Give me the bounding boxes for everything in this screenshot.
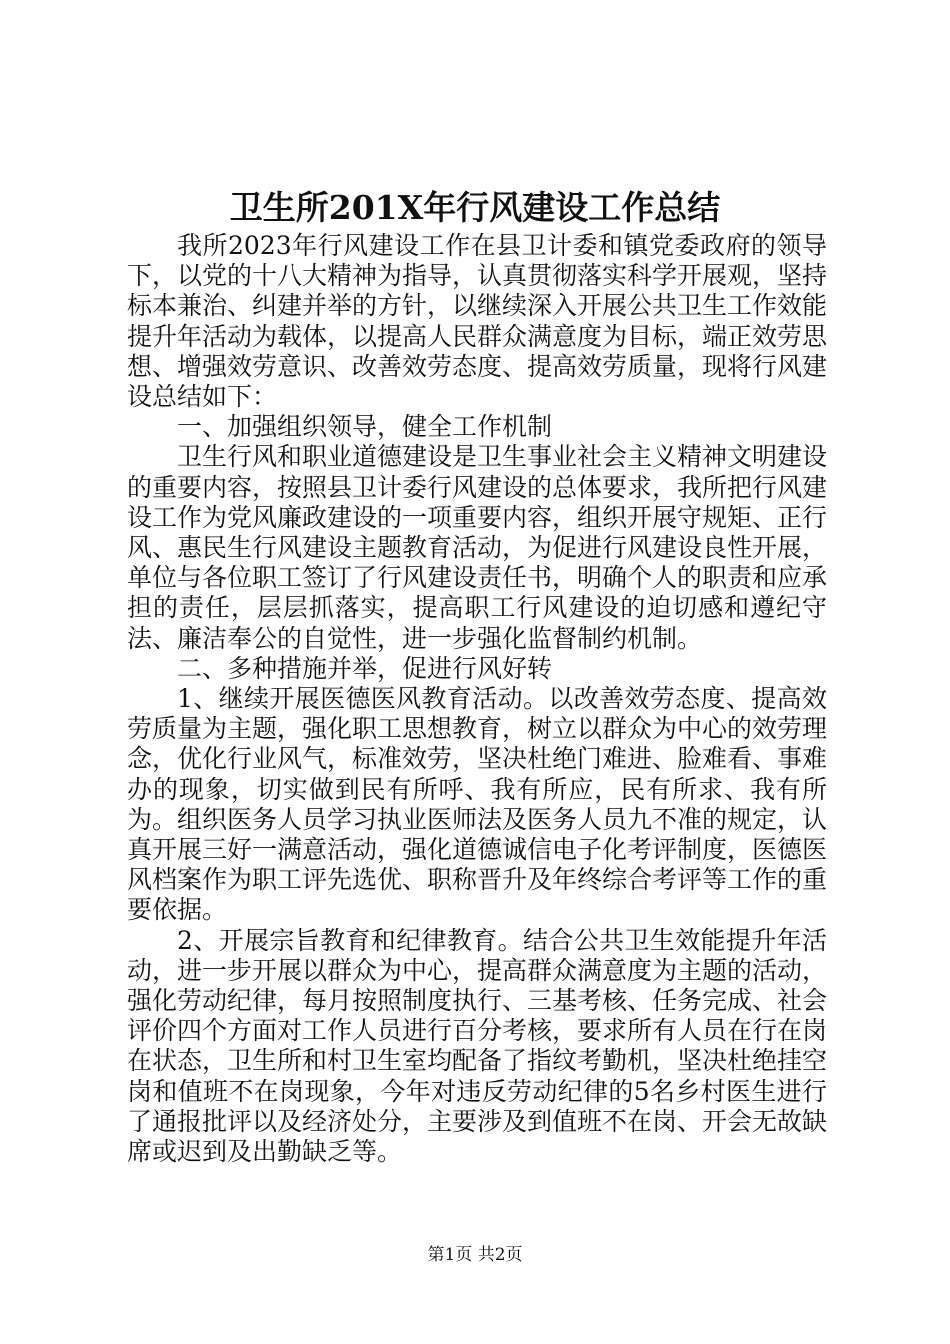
document-body (127, 231, 827, 1167)
page-footer: 第1页 共2页 (427, 1245, 523, 1265)
document-title: 卫生所201X年行风建设工作总结 (229, 188, 721, 227)
section-1-heading: 一、加强组织领导，健全工作机制 (177, 412, 553, 442)
item-2-paragraph: 2、开展宗旨教育和纪律教育。结合公共卫生效能提升年活动，进一步开展以群众为中心，提高群众满意度为主题的活动，强化劳动纪律，每月按照制度执行、三基考核、任务完成、社会评价四个方面对工作人员进行百分考核，要求所有人员在行在岗在状态，卫生所和村卫生室均配备了指纹考勤机，坚决杜绝挂空岗和值班不在岗现象，今年对违反劳动纪律的5名乡村医生进行了通报批评以及经济处分，主要涉及到值班不在岗、开会无故缺席或迟到及出勤缺乏等。 (127, 925, 828, 1167)
section-1-paragraph: 卫生行风和职业道德建设是卫生事业社会主义精神文明建设的重要内容，按照县卫计委行风建设的总体要求，我所把行风建设工作为党风廉政建设的一项重要内容，组织开展守规矩、正行风、惠民生行风建设主题教育活动，为促进行风建设良性开展，单位与各位职工签订了行风建设责任书，明确个人的职责和应承担的责任，层层抓落实，提高职工行风建设的迫切感和遵纪守法、廉洁奉公的自觉性，进一步强化监督制约机制。 (127, 442, 828, 653)
section-2-heading: 二、多种措施并举，促进行风好转 (177, 653, 553, 683)
intro-paragraph: 我所2023年行风建设工作在县卫计委和镇党委政府的领导下，以党的十八大精神为指导，认真贯彻落实科学开展观，坚持标本兼治、纠建并举的方针，以继续深入开展公共卫生工作效能提升年活动为载体，以提高人民群众满意度为目标，端正效劳思想、增强效劳意识、改善效劳态度、提高效劳质量，现将行风建设总结如下： (127, 231, 828, 412)
item-1-paragraph: 1、继续开展医德医风教育活动。以改善效劳态度、提高效劳质量为主题，强化职工思想教育，树立以群众为中心的效劳理念，优化行业风气，标准效劳，坚决杜绝门难进、脸难看、事难办的现象，切实做到民有所呼、我有所应，民有所求、我有所为。组织医务人员学习执业医师法及医务人员九不准的规定，认真开展三好一满意活动，强化道德诚信电子化考评制度，医德医风档案作为职工评先选优、职称晋升及年终综合考评等工作的重要依据。 (127, 684, 828, 925)
